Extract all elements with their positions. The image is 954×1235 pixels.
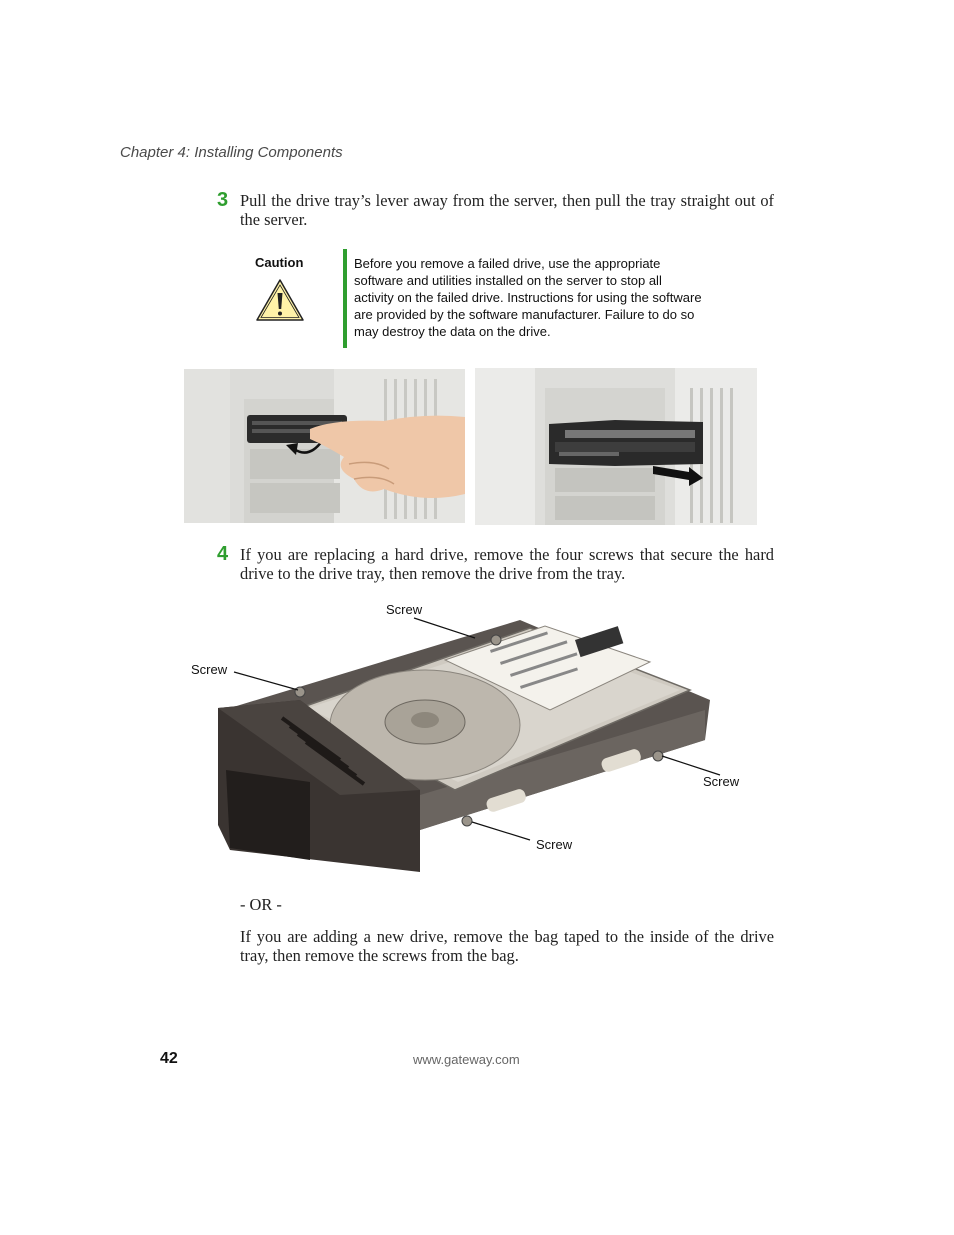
photo-pull-tray <box>475 368 757 525</box>
callout-screw-left: Screw <box>191 662 228 677</box>
warning-triangle-icon <box>255 278 305 322</box>
callout-screw-right: Screw <box>703 774 740 789</box>
callout-screw-bottom: Screw <box>536 837 573 852</box>
step-4-number: 4 <box>217 543 229 565</box>
callout-screw-top: Screw <box>386 602 423 617</box>
footer-url: www.gateway.com <box>413 1052 520 1067</box>
photo-pull-lever <box>184 369 465 523</box>
page-number: 42 <box>160 1050 178 1067</box>
hard-drive-tray-figure <box>190 600 750 880</box>
step-4-text: If you are replacing a hard drive, remove the four screws that secure the hard drive to the drive tray, then remove the drive from the tray. <box>240 545 774 583</box>
step-3-text: Pull the drive tray’s lever away from the server, then pull the tray straight out of the server. <box>240 191 774 229</box>
caution-divider <box>343 249 347 348</box>
chapter-header: Chapter 4: Installing Components <box>120 144 343 161</box>
or-separator: - OR - <box>240 895 282 914</box>
step-3-number: 3 <box>217 189 229 211</box>
caution-label: Caution <box>255 255 304 270</box>
caution-text: Before you remove a failed drive, use the appropriate software and utilities installed on the server to stop all activity on the failed drive. Instructions for using the software are provided by the software manufacturer. Failure to do so may destroy the data on the drive. <box>354 256 702 339</box>
alternative-text: If you are adding a new drive, remove the bag taped to the inside of the drive tray, then remove the screws from the bag. <box>240 927 774 965</box>
